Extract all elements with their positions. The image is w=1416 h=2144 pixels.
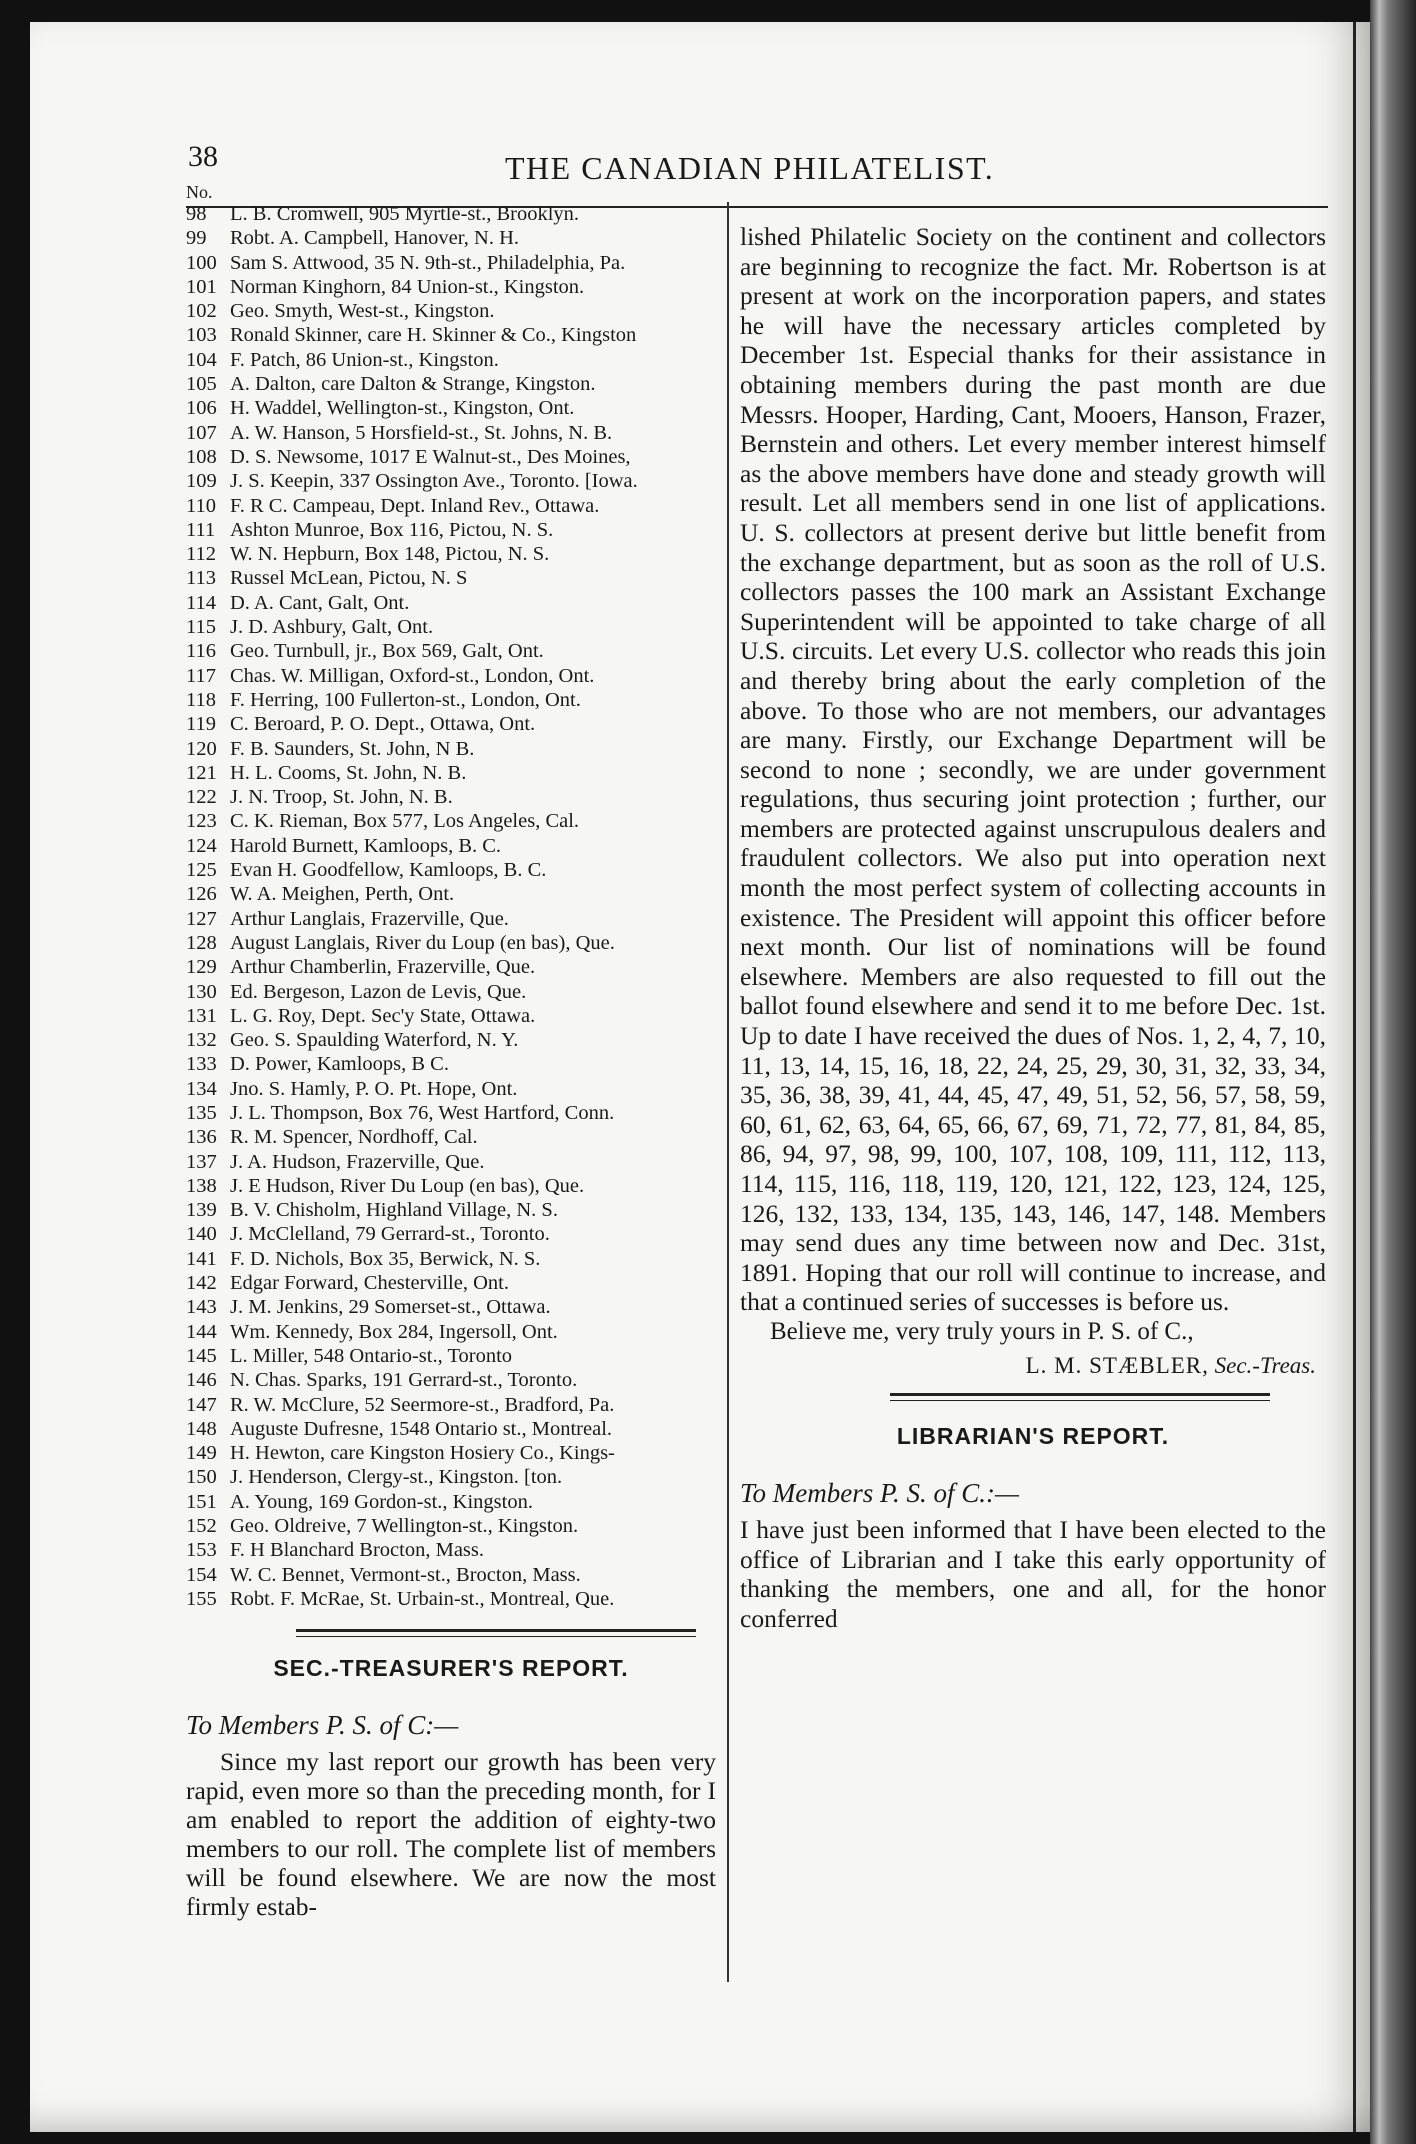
member-number: 125 (186, 859, 217, 882)
page-number: 38 (188, 140, 218, 173)
member-entry: W. C. Bennet, Vermont-st., Brocton, Mass. (230, 1563, 581, 1586)
member-row (186, 202, 716, 226)
member-entry: L. B. Cromwell, 905 Myrtle-st., Brooklyn. (230, 203, 580, 225)
member-row (186, 494, 716, 518)
member-row (186, 323, 716, 347)
member-number: 108 (186, 445, 217, 468)
member-row (186, 226, 716, 250)
member-row (186, 566, 716, 590)
member-row (186, 1563, 716, 1587)
member-number: 145 (186, 1344, 217, 1367)
member-entry: H. Waddel, Wellington-st., Kingston, Ont. (230, 397, 575, 420)
member-entry: Robt. A. Campbell, Hanover, N. H. (230, 227, 519, 250)
member-row (186, 1271, 716, 1295)
member-entry: J. M. Jenkins, 29 Somerset-st., Ottawa. (230, 1296, 551, 1319)
member-number: 151 (186, 1490, 217, 1513)
member-row (186, 372, 716, 396)
member-entry: F. Herring, 100 Fullerton-st., London, Ont. (230, 688, 581, 711)
member-row (186, 445, 716, 469)
member-row (186, 1320, 716, 1344)
member-entry: Harold Burnett, Kamloops, B. C. (230, 834, 502, 857)
member-entry: N. Chas. Sparks, 191 Gerrard-st., Toronto. (230, 1369, 578, 1392)
member-row (186, 299, 716, 323)
member-number: 136 (186, 1126, 217, 1149)
member-row (186, 639, 716, 663)
member-entry: H. L. Cooms, St. John, N. B. (230, 761, 467, 784)
member-entry: F. R C. Campeau, Dept. Inland Rev., Ottawa. (230, 494, 600, 517)
member-number: 102 (186, 300, 217, 323)
member-entry: C. K. Rieman, Box 577, Los Angeles, Cal. (230, 810, 580, 833)
member-entry: Wm. Kennedy, Box 284, Ingersoll, Ont. (230, 1320, 558, 1343)
sec-treasurer-para-1: Since my last report our growth has been very rapid, even more so than the preceding month, for I am enabled to report the addition of eighty-two members to our roll. The complete list of members will be found elsewhere. We are now the most firmly estab- (186, 1747, 716, 1922)
member-entry: Arthur Chamberlin, Frazerville, Que. (230, 956, 536, 979)
member-number: 128 (186, 931, 217, 954)
member-row (186, 1393, 716, 1417)
member-entry: Arthur Langlais, Frazerville, Que. (230, 907, 509, 930)
member-entry: L. Miller, 548 Ontario-st., Toronto (230, 1344, 513, 1367)
member-number: 153 (186, 1539, 217, 1562)
member-number: 140 (186, 1223, 217, 1246)
member-row (186, 1150, 716, 1174)
member-entry: Geo. S. Spaulding Waterford, N. Y. (230, 1029, 519, 1052)
member-entry: D. Power, Kamloops, B C. (230, 1053, 449, 1076)
member-row (186, 1344, 716, 1368)
member-number: 132 (186, 1029, 217, 1052)
member-number: 148 (186, 1417, 217, 1440)
member-number: 135 (186, 1101, 217, 1124)
member-entry: Ed. Bergeson, Lazon de Levis, Que. (230, 980, 527, 1003)
member-row (186, 1247, 716, 1271)
member-row (186, 712, 716, 736)
member-number: 144 (186, 1320, 217, 1343)
member-entry: J. McClelland, 79 Gerrard-st., Toronto. (230, 1223, 550, 1246)
member-entry: R. M. Spencer, Nordhoff, Cal. (230, 1126, 478, 1149)
signature-title: Sec.-Treas. (1214, 1352, 1316, 1378)
member-entry: Geo. Oldreive, 7 Wellington-st., Kingston. (230, 1515, 579, 1538)
member-number: 122 (186, 786, 217, 809)
member-number: 123 (186, 810, 217, 833)
member-entry: Chas. W. Milligan, Oxford-st., London, Ont. (230, 664, 595, 687)
member-number: 124 (186, 834, 217, 857)
member-row (186, 1077, 716, 1101)
member-number: 154 (186, 1563, 217, 1586)
member-number: 134 (186, 1077, 217, 1100)
member-number: 106 (186, 397, 217, 420)
member-row (186, 1538, 716, 1562)
member-no-label: No. (186, 182, 213, 202)
member-entry: Norman Kinghorn, 84 Union-st., Kingston. (230, 275, 585, 298)
member-number: 107 (186, 421, 217, 444)
sec-treasurer-heading: SEC.-TREASURER'S REPORT. (273, 1655, 629, 1682)
member-number: 129 (186, 956, 217, 979)
member-entry: J. D. Ashbury, Galt, Ont. (230, 616, 434, 639)
member-entry: W. A. Meighen, Perth, Ont. (230, 883, 455, 906)
member-row (186, 615, 716, 639)
right-column (740, 222, 1326, 1633)
member-entry: R. W. McClure, 52 Seermore-st., Bradford, Pa. (230, 1393, 615, 1416)
member-row (186, 396, 716, 420)
member-entry: C. Beroard, P. O. Dept., Ottawa, Ont. (230, 713, 536, 736)
member-row (186, 761, 716, 785)
sec-treasurer-salutation: To Members P. S. of C:— (186, 1710, 459, 1741)
member-number: 105 (186, 373, 217, 396)
member-entry: D. S. Newsome, 1017 E Walnut-st., Des Moines, (230, 445, 631, 468)
member-entry: Evan H. Goodfellow, Kamloops, B. C. (230, 859, 547, 882)
member-number: 130 (186, 980, 217, 1003)
member-row (186, 1465, 716, 1489)
member-entry: J. S. Keepin, 337 Ossington Ave., Toronto. [Iowa. (230, 470, 638, 493)
member-entry: F. Patch, 86 Union-st., Kingston. (230, 348, 499, 371)
member-entry: F. H Blanchard Brocton, Mass. (230, 1539, 485, 1562)
member-entry: A. Young, 169 Gordon-st., Kingston. (230, 1490, 533, 1513)
member-entry: Robt. F. McRae, St. Urbain-st., Montreal, Que. (230, 1587, 615, 1610)
member-number: 115 (186, 616, 216, 639)
member-number: 120 (186, 737, 217, 760)
member-entry: Geo. Turnbull, jr., Box 569, Galt, Ont. (230, 640, 544, 663)
member-row (186, 1368, 716, 1392)
member-row (186, 834, 716, 858)
member-number: 117 (186, 664, 216, 687)
member-row (186, 1174, 716, 1198)
member-row (186, 785, 716, 809)
member-number: 127 (186, 907, 217, 930)
librarian-para-1: I have just been informed that I have been elected to the office of Librarian and I take this early opportunity of thanking the members, one and all, for the honor conferred (740, 1514, 1326, 1633)
member-row (186, 1295, 716, 1319)
member-row (186, 1222, 716, 1246)
column-rule (727, 202, 729, 1982)
librarian-salutation: To Members P. S. of C.:— (740, 1477, 1020, 1508)
member-entry: Jno. S. Hamly, P. O. Pt. Hope, Ont. (230, 1077, 518, 1100)
section-divider (296, 1629, 696, 1637)
member-row (186, 1490, 716, 1514)
member-entry: Edgar Forward, Chesterville, Ont. (230, 1272, 509, 1295)
sec-treasurer-closing: Believe me, very truly yours in P. S. of C., (770, 1317, 1194, 1345)
member-row (186, 1028, 716, 1052)
member-row (186, 275, 716, 299)
sec-treasurer-signature (740, 1353, 1316, 1379)
member-entry: Geo. Smyth, West-st., Kingston. (230, 300, 495, 323)
member-number: 146 (186, 1369, 217, 1392)
member-number: 101 (186, 275, 217, 298)
member-entry: A. Dalton, care Dalton & Strange, Kingston. (230, 373, 596, 396)
member-row (186, 980, 716, 1004)
member-number: 119 (186, 713, 216, 736)
member-entry: W. N. Hepburn, Box 148, Pictou, N. S. (230, 543, 550, 566)
member-row (186, 1101, 716, 1125)
member-number: 113 (186, 567, 216, 590)
member-number: 100 (186, 251, 217, 274)
member-number: 121 (186, 761, 217, 784)
member-entry: B. V. Chisholm, Highland Village, N. S. (230, 1199, 558, 1222)
running-title: THE CANADIAN PHILATELIST. (505, 150, 995, 186)
member-number: 98 (186, 203, 207, 225)
member-row (186, 664, 716, 688)
member-number: 139 (186, 1199, 217, 1222)
member-entry: D. A. Cant, Galt, Ont. (230, 591, 410, 614)
member-row (186, 1125, 716, 1149)
member-number: 118 (186, 688, 216, 711)
member-number: 141 (186, 1247, 217, 1270)
member-row (186, 1587, 716, 1611)
member-entry: F. D. Nichols, Box 35, Berwick, N. S. (230, 1247, 541, 1270)
member-number: 142 (186, 1272, 217, 1295)
member-number: 104 (186, 348, 217, 371)
member-number: 103 (186, 324, 217, 347)
member-number: 152 (186, 1515, 217, 1538)
member-number: 126 (186, 883, 217, 906)
member-entry: J. N. Troop, St. John, N. B. (230, 786, 453, 809)
member-number: 111 (186, 518, 216, 541)
member-number: 109 (186, 470, 217, 493)
member-row (186, 591, 716, 615)
member-entry: Sam S. Attwood, 35 N. 9th-st., Philadelphia, Pa. (230, 251, 626, 274)
member-row (186, 1417, 716, 1441)
member-row (186, 882, 716, 906)
signature-name: L. M. STÆBLER, (1025, 1352, 1209, 1378)
member-row (186, 542, 716, 566)
member-row (186, 907, 716, 931)
member-entry: J. Henderson, Clergy-st., Kingston. [ton. (230, 1466, 563, 1489)
member-row (186, 1514, 716, 1538)
page-edge-line (1353, 22, 1356, 2132)
member-row (186, 251, 716, 275)
member-entry: F. B. Saunders, St. John, N B. (230, 737, 475, 760)
member-number: 147 (186, 1393, 217, 1416)
member-row (186, 421, 716, 445)
binding-edge (1370, 0, 1416, 2144)
member-entry: J. A. Hudson, Frazerville, Que. (230, 1150, 485, 1173)
member-number: 137 (186, 1150, 217, 1173)
member-row (186, 518, 716, 542)
member-entry: August Langlais, River du Loup (en bas), Que. (230, 931, 615, 954)
member-entry: L. G. Roy, Dept. Sec'y State, Ottawa. (230, 1004, 536, 1027)
member-row (186, 931, 716, 955)
left-column (186, 182, 716, 1921)
member-number: 155 (186, 1587, 217, 1610)
member-entry: Russel McLean, Pictou, N. S (230, 567, 468, 590)
member-number: 133 (186, 1053, 217, 1076)
member-number: 149 (186, 1442, 217, 1465)
member-number: 150 (186, 1466, 217, 1489)
member-row (186, 1004, 716, 1028)
member-entry: A. W. Hanson, 5 Horsfield-st., St. Johns, N. B. (230, 421, 613, 444)
member-number: 110 (186, 494, 216, 517)
member-row (186, 348, 716, 372)
member-entry: H. Hewton, care Kingston Hosiery Co., Kings- (230, 1442, 615, 1465)
member-list (186, 202, 716, 1611)
member-entry: Auguste Dufresne, 1548 Ontario st., Montreal. (230, 1417, 613, 1440)
member-number: 138 (186, 1174, 217, 1197)
member-row (186, 737, 716, 761)
member-row (186, 1198, 716, 1222)
member-number: 143 (186, 1296, 217, 1319)
member-row (186, 809, 716, 833)
member-number: 114 (186, 591, 216, 614)
member-number: 116 (186, 640, 216, 663)
member-row (186, 1441, 716, 1465)
librarian-heading: LIBRARIAN'S REPORT. (896, 1422, 1170, 1449)
member-entry: J. E Hudson, River Du Loup (en bas), Que. (230, 1174, 585, 1197)
member-number: 131 (186, 1004, 217, 1027)
member-row (186, 858, 716, 882)
member-row (186, 1052, 716, 1076)
member-number: 112 (186, 543, 216, 566)
member-row (186, 955, 716, 979)
member-row (186, 469, 716, 493)
member-entry: Ronald Skinner, care H. Skinner & Co., Kingston (230, 324, 637, 347)
member-row (186, 688, 716, 712)
member-entry: J. L. Thompson, Box 76, West Hartford, Conn. (230, 1101, 615, 1124)
member-entry: Ashton Munroe, Box 116, Pictou, N. S. (230, 518, 554, 541)
section-divider (890, 1393, 1270, 1401)
member-number: 99 (186, 227, 207, 250)
sec-treasurer-para-2: lished Philatelic Society on the continent and collectors are beginning to recognize the fact. Mr. Robertson is at present at work on the incorporation papers, and states he will have the necessary articles completed by December 1st. Especial thanks for their assistance in obtaining members during the past month are due Messrs. Hooper, Harding, Cant, Mooers, Hanson, Frazer, Bernstein and others. Let every member interest himself as the above members have done and steady growth will result. Let all members send in one list of applications. U. S. collectors at present derive but little benefit from the exchange department, but as soon as the roll of U.S. collectors passes the 100 mark an Assistant Exchange Superintendent will be appointed to take charge of all U.S. circuits. Let every U.S. collector who reads this join and thereby bring about the early completion of the above. To those who are not members, our advantages are many. Firstly, our Exchange Department will be second to none ; secondly, we are under government regulations, thus securing joint protection ; further, our members are protected against unscrupulous dealers and fraudulent collectors. We also put into operation next month the most perfect system of collecting accounts in existence. The President will appoint this officer before next month. Our list of nominations will be found elsewhere. Members are also requested to fill out the ballot found elsewhere and send it to me before Dec. 1st. Up to date I have received the dues of Nos. 1, 2, 4, 7, 10, 11, 13, 14, 15, 16, 18, 22, 24, 25, 29, 30, 31, 32, 33, 34, 35, 36, 38, 39, 41, 44, 45, 47, 49, 51, 52, 56, 57, 58, 59, 60, 61, 62, 63, 64, 65, 66, 67, 69, 71, 72, 77, 81, 84, 85, 86, 94, 97, 98, 99, 100, 107, 108, 109, 111, 112, 113, 114, 115, 116, 118, 119, 120, 121, 122, 123, 124, 125, 126, 132, 133, 134, 135, 143, 146, 147, 148. Members may send dues any time between now and Dec. 31st, 1891. Hoping that our roll will continue to increase, and that a continued series of successes is before us. (740, 222, 1326, 1317)
